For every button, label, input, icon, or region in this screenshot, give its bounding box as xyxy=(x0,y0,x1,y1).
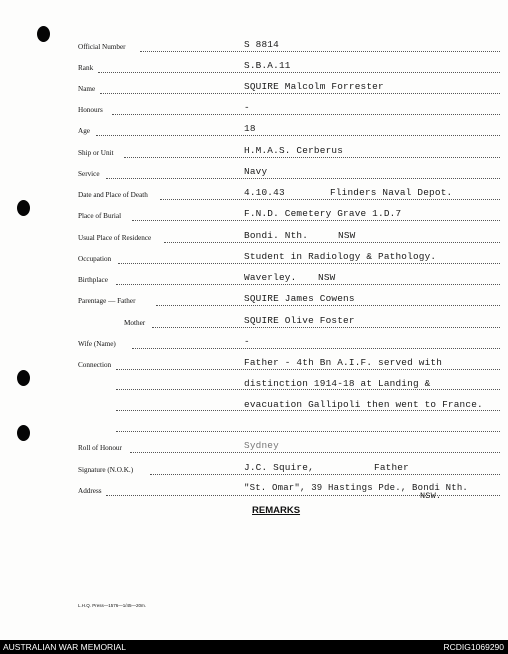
burial-value: F.N.D. Cemetery Grave 1.D.7 xyxy=(244,208,402,219)
mother-value: SQUIRE Olive Foster xyxy=(244,315,355,326)
dotted-leader xyxy=(98,72,500,73)
service-label: Service xyxy=(78,170,100,178)
dotted-rule xyxy=(116,410,500,411)
death-place-value: Flinders Naval Depot. xyxy=(330,187,453,198)
birthplace-label: Birthplace xyxy=(78,276,108,284)
dotted-leader xyxy=(132,220,500,221)
address-value: "St. Omar", 39 Hastings Pde., Bondi Nth. xyxy=(244,483,469,493)
residence-label: Usual Place of Residence xyxy=(78,234,152,242)
death-date-value: 4.10.43 xyxy=(244,187,285,198)
age-value: 18 xyxy=(244,123,256,134)
honours-value: - xyxy=(244,102,250,113)
signature-relation: Father xyxy=(374,462,409,473)
dotted-leader xyxy=(118,263,500,264)
rank-label: Rank xyxy=(78,64,94,72)
father-label: Parentage — Father xyxy=(78,297,136,305)
roll-label: Roll of Honour xyxy=(78,444,122,452)
death-label: Date and Place of Death xyxy=(78,191,148,199)
roll-value: Sydney xyxy=(244,440,279,451)
connection-label: Connection xyxy=(78,361,112,369)
service-value: Navy xyxy=(244,166,268,177)
honours-label: Honours xyxy=(78,106,103,114)
mother-label: Mother xyxy=(124,319,146,327)
dotted-leader xyxy=(116,284,500,285)
punch-hole xyxy=(17,200,30,216)
ship-label: Ship or Unit xyxy=(78,149,114,157)
wife-label: Wife (Name) xyxy=(78,340,116,348)
footer-institution: AUSTRALIAN WAR MEMORIAL xyxy=(3,642,126,652)
dotted-rule xyxy=(116,389,500,390)
dotted-leader xyxy=(100,93,500,94)
dotted-leader xyxy=(112,114,500,115)
residence-value: Bondi. Nth. xyxy=(244,230,309,241)
connection-line-2: distinction 1914-18 at Landing & xyxy=(244,378,431,389)
dotted-rule xyxy=(116,431,500,432)
signature-value: J.C. Squire, xyxy=(244,462,314,473)
ship-value: H.M.A.S. Cerberus xyxy=(244,145,344,156)
name-value: SQUIRE Malcolm Forrester xyxy=(244,81,384,92)
dotted-leader xyxy=(150,474,500,475)
dotted-leader xyxy=(160,199,500,200)
footer-record-id: RCDIG1069290 xyxy=(443,642,504,652)
dotted-leader xyxy=(132,348,500,349)
residence-state: NSW xyxy=(338,230,356,241)
name-label: Name xyxy=(78,85,96,93)
connection-line-1: Father - 4th Bn A.I.F. served with xyxy=(244,357,443,368)
dotted-leader xyxy=(106,178,500,179)
remarks-heading: REMARKS xyxy=(252,505,301,516)
burial-label: Place of Burial xyxy=(78,212,122,220)
dotted-leader xyxy=(156,305,500,306)
birthplace-value: Waverley. xyxy=(244,272,297,283)
address-label: Address xyxy=(78,487,102,495)
father-value: SQUIRE James Cowens xyxy=(244,293,355,304)
archive-footer xyxy=(0,640,508,654)
punch-hole xyxy=(17,425,30,441)
dotted-leader xyxy=(140,51,500,52)
rank-value: S.B.A.11 xyxy=(244,60,291,71)
signature-label: Signature (N.O.K.) xyxy=(78,466,134,474)
official-number-label: Official Number xyxy=(78,43,126,51)
dotted-leader xyxy=(124,157,500,158)
punch-hole xyxy=(37,26,50,42)
dotted-leader xyxy=(164,242,500,243)
wife-value: - xyxy=(244,336,250,347)
dotted-leader xyxy=(96,135,500,136)
birthplace-state: NSW xyxy=(318,272,336,283)
address-state: NSW. xyxy=(420,491,442,501)
dotted-leader xyxy=(130,452,500,453)
connection-line-3: evacuation Gallipoli then went to France. xyxy=(244,399,483,410)
dotted-leader xyxy=(116,369,500,370)
printer-imprint: L.H.Q. Press—1576—1/45—20m. xyxy=(78,603,147,608)
occupation-value: Student in Radiology & Pathology. xyxy=(244,251,437,262)
official-number-value: S 8814 xyxy=(244,39,279,50)
occupation-label: Occupation xyxy=(78,255,112,263)
age-label: Age xyxy=(78,127,90,135)
dotted-leader xyxy=(152,327,500,328)
punch-hole xyxy=(17,370,30,386)
